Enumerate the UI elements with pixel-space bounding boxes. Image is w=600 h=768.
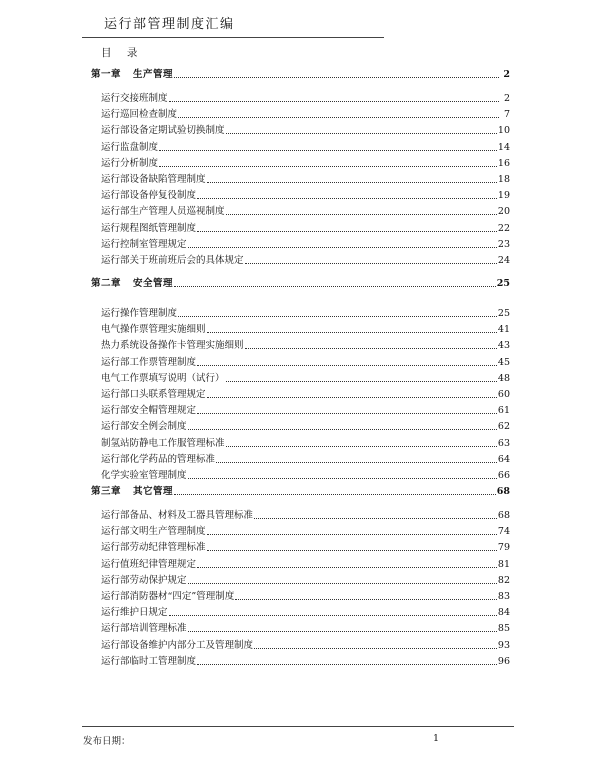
toc-entry-title: 运行部消防器材“四定”管理制度 [101, 591, 235, 602]
toc-entry-page: 22 [497, 222, 510, 234]
toc-leader-dots [245, 347, 497, 349]
toc-entry-page: 41 [497, 324, 510, 336]
footer-page-number: 1 [433, 733, 440, 744]
toc-entry-title: 运行控制室管理规定 [101, 238, 187, 250]
toc-leader-dots [254, 647, 497, 649]
toc-chapter-number: 第二章 [91, 278, 122, 289]
toc-leader-dots [197, 364, 497, 366]
toc-entry-title: 运行值班纪律管理规定 [101, 558, 197, 570]
toc-entry-page: 60 [497, 389, 510, 400]
toc-entry-page: 20 [497, 206, 510, 218]
toc-chapter-name: 其它管理 [133, 486, 174, 497]
toc-entry-row[interactable] [0, 539, 600, 553]
toc-entry-row[interactable] [0, 467, 600, 481]
toc-leader-dots [197, 197, 497, 199]
toc-entry-title: 运行规程图纸管理制度 [101, 222, 197, 234]
toc-entry-row[interactable] [0, 620, 600, 634]
toc-entry-row[interactable] [0, 435, 600, 449]
toc-entry-row[interactable] [0, 171, 600, 185]
toc-leader-dots [169, 614, 497, 616]
toc-entry-page: 24 [497, 255, 510, 266]
toc-entry-page: 79 [497, 542, 510, 554]
toc-entry-row[interactable] [0, 203, 600, 217]
toc-entry-title: 电气工作票填写说明（试行） [101, 372, 225, 384]
toc-leader-dots [254, 517, 497, 519]
toc-entry-row[interactable] [0, 507, 600, 521]
toc-leader-dots [174, 76, 499, 78]
toc-entry-page: 83 [497, 591, 510, 602]
toc-leader-dots [216, 461, 497, 463]
toc-entry-title: 电气操作票管理实施细则 [101, 324, 206, 336]
toc-entry-row[interactable] [0, 321, 600, 335]
toc-entry-title: 运行部临时工管理制度 [101, 655, 197, 667]
toc-leader-dots [188, 477, 497, 479]
toc-entry-page: 62 [497, 421, 510, 433]
toc-leader-dots [188, 246, 497, 248]
toc-entry-title: 化学实验室管理制度 [101, 470, 187, 481]
toc-entry-row[interactable] [0, 451, 600, 465]
toc-entry-row[interactable] [0, 236, 600, 250]
header-divider [82, 37, 384, 38]
toc-entry-row[interactable] [0, 305, 600, 319]
toc-chapter-number: 第三章 [91, 486, 122, 497]
toc-entry-row[interactable] [0, 588, 600, 602]
toc-entry-title: 运行部设备维护内部分工及管理制度 [101, 639, 254, 651]
toc-leader-dots [226, 213, 497, 215]
toc-entry-page: 14 [497, 141, 510, 153]
toc-entry-row[interactable] [0, 653, 600, 667]
toc-leader-dots [235, 598, 497, 600]
toc-entry-title: 运行部工作票管理制度 [101, 356, 197, 368]
toc-entry-title: 运行部化学药品的管理标准 [101, 453, 216, 465]
toc-entry-page: 93 [497, 639, 510, 651]
document-header-title: 运行部管理制度汇编 [104, 17, 235, 32]
toc-entry-row[interactable] [0, 252, 600, 266]
toc-entry-row[interactable] [0, 354, 600, 368]
toc-entry-page: 18 [497, 174, 510, 185]
toc-leader-dots [159, 149, 497, 151]
toc-entry-row[interactable] [0, 402, 600, 416]
toc-chapter-name: 安全管理 [133, 278, 174, 289]
toc-leader-dots [174, 285, 496, 287]
toc-entry-page: 96 [497, 655, 510, 667]
toc-entry-row[interactable] [0, 523, 600, 537]
toc-entry-title: 运行部设备停复役制度 [101, 190, 197, 202]
toc-leader-dots [197, 566, 497, 568]
toc-entry-title: 运行部安全例会制度 [101, 421, 187, 433]
toc-entry-page: 2 [503, 93, 510, 104]
toc-entry-row[interactable] [0, 370, 600, 384]
toc-chapter-title [91, 278, 173, 289]
toc-entry-row[interactable] [0, 122, 600, 136]
toc-leader-dots [226, 380, 497, 382]
toc-entry-page: 25 [497, 308, 510, 319]
toc-entry-title: 运行部口头联系管理规定 [101, 389, 206, 400]
toc-entry-page: 68 [497, 510, 510, 521]
toc-entry-row[interactable] [0, 572, 600, 586]
toc-leader-dots [188, 428, 497, 430]
toc-entry-page: 85 [497, 623, 510, 635]
toc-entry-page: 19 [497, 190, 510, 202]
toc-leader-dots [197, 412, 497, 414]
toc-entry-title: 运行部生产管理人员巡视制度 [101, 206, 225, 218]
toc-entry-title: 运行部培训管理标准 [101, 623, 187, 635]
toc-leader-dots [207, 533, 497, 535]
toc-leader-dots [197, 663, 497, 665]
toc-leader-dots [188, 630, 497, 632]
toc-entry-title: 运行监盘制度 [101, 141, 159, 153]
toc-entry-page: 10 [497, 125, 510, 137]
toc-entry-title: 运行分析制度 [101, 157, 159, 169]
toc-entry-title: 运行部劳动保护规定 [101, 574, 187, 586]
toc-leader-dots [178, 116, 499, 118]
toc-chapter-page: 2 [503, 69, 510, 80]
toc-entry-row[interactable] [0, 418, 600, 432]
toc-entry-row[interactable] [0, 139, 600, 153]
toc-chapter-page: 68 [496, 486, 510, 497]
toc-entry-row[interactable] [0, 386, 600, 400]
toc-leader-dots [245, 262, 497, 264]
toc-entry-page: 23 [497, 238, 510, 250]
toc-entry-row[interactable] [0, 90, 600, 104]
toc-entry-row[interactable] [0, 637, 600, 651]
toc-entry-page: 48 [497, 372, 510, 384]
toc-entry-page: 63 [497, 437, 510, 449]
toc-leader-dots [226, 132, 497, 134]
toc-leader-dots [159, 165, 497, 167]
toc-entry-page: 7 [503, 109, 510, 121]
toc-leader-dots [169, 100, 499, 102]
toc-entry-page: 82 [497, 574, 510, 586]
toc-entry-page: 61 [497, 405, 510, 417]
toc-entry-page: 64 [497, 453, 510, 465]
toc-entry-row[interactable] [0, 337, 600, 351]
toc-entry-title: 运行部关于班前班后会的具体规定 [101, 255, 244, 266]
toc-leader-dots [174, 493, 496, 495]
toc-entry-title: 运行交接班制度 [101, 93, 168, 104]
toc-leader-dots [207, 331, 497, 333]
toc-leader-dots [197, 230, 497, 232]
toc-entry-title: 运行部设备定期试验切换制度 [101, 125, 225, 137]
toc-entry-title: 运行部文明生产管理制度 [101, 526, 206, 538]
footer-date-label: 发布日期： [83, 736, 131, 747]
toc-entry-title: 运行巡回检查制度 [101, 109, 178, 121]
toc-leader-dots [207, 396, 497, 398]
toc-chapter-name: 生产管理 [133, 69, 174, 80]
toc-entry-title: 制氢站防静电工作服管理标准 [101, 437, 225, 449]
toc-leader-dots [207, 181, 497, 183]
toc-chapter-row[interactable] [0, 275, 600, 289]
toc-entry-row[interactable] [0, 604, 600, 618]
toc-chapter-row[interactable] [0, 66, 600, 80]
toc-entry-page: 45 [497, 356, 510, 368]
toc-chapter-page: 25 [496, 278, 510, 289]
toc-chapter-title [91, 69, 173, 80]
toc-entry-page: 43 [497, 340, 510, 352]
toc-entry-row[interactable] [0, 220, 600, 234]
toc-chapter-row[interactable] [0, 483, 600, 497]
footer-divider [82, 726, 514, 727]
toc-entry-title: 运行操作管理制度 [101, 308, 178, 319]
toc-chapter-title [91, 486, 173, 497]
toc-entry-title: 运行部劳动纪律管理标准 [101, 542, 206, 554]
toc-entry-row[interactable] [0, 155, 600, 169]
toc-leader-dots [188, 582, 497, 584]
toc-entry-page: 81 [497, 558, 510, 570]
toc-entry-page: 16 [497, 157, 510, 169]
toc-entry-page: 66 [497, 470, 510, 481]
toc-entry-title: 运行部设备缺陷管理制度 [101, 174, 206, 185]
toc-leader-dots [178, 315, 497, 317]
toc-entry-title: 运行部备品、材料及工器具管理标准 [101, 510, 254, 521]
toc-entry-page: 74 [497, 526, 510, 538]
toc-entry-page: 84 [497, 607, 510, 619]
toc-entry-title: 运行部安全帽管理规定 [101, 405, 197, 417]
toc-entry-title: 热力系统设备操作卡管理实施细则 [101, 340, 244, 352]
toc-entry-row[interactable] [0, 187, 600, 201]
toc-entry-title: 运行维护日规定 [101, 607, 168, 619]
toc-heading: 目 录 [101, 47, 144, 59]
toc-entry-row[interactable] [0, 106, 600, 120]
toc-chapter-number: 第一章 [91, 69, 122, 80]
toc-leader-dots [226, 445, 497, 447]
toc-leader-dots [207, 549, 497, 551]
toc-entry-row[interactable] [0, 556, 600, 570]
